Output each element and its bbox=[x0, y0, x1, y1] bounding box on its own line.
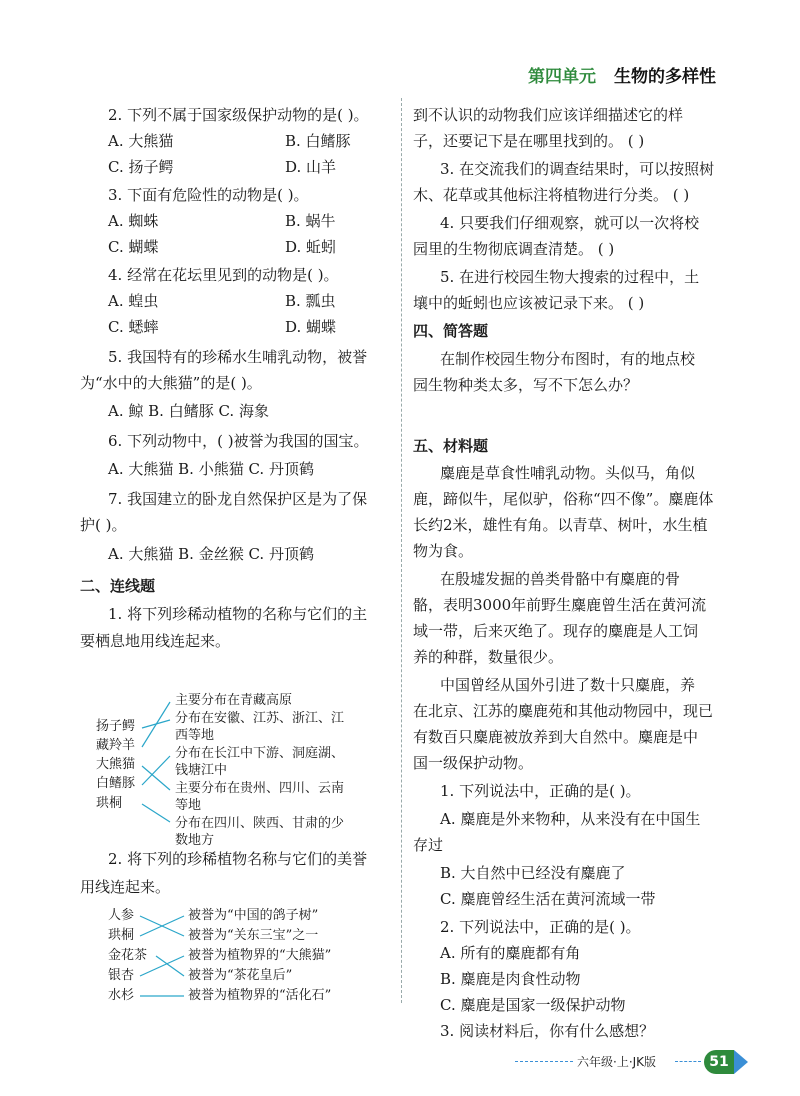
question-3: 3. 下面有危险性的动物是( )。 bbox=[108, 186, 309, 204]
passage-line: 域一带，后来灭绝了。现存的麋鹿是人工饲 bbox=[413, 622, 699, 640]
unit-label: 第四单元 bbox=[528, 67, 596, 87]
matching-instruction: 2. 将下列的珍稀植物名称与它们的美誉 bbox=[108, 850, 368, 868]
habitat: 等地 bbox=[175, 798, 202, 813]
honor-title: 被誉为植物界的“大熊猫” bbox=[188, 948, 332, 963]
passage-line: 麋鹿是草食性哺乳动物。头似马，角似 bbox=[440, 464, 696, 482]
question-6: 6. 下列动物中，( )被誉为我国的国宝。 bbox=[108, 432, 369, 450]
passage-line: 中国曾经从国外引进了数十只麋鹿，养 bbox=[440, 676, 696, 694]
judgement-item: 子，还要记下是在哪里找到的。 ( ) bbox=[413, 132, 645, 150]
judgement-item: 园里的生物彻底调查清楚。 ( ) bbox=[413, 240, 615, 258]
judgement-item: 5. 在进行校园生物大搜索的过程中，土 bbox=[440, 268, 700, 286]
passage-line: 在北京、江苏的麋鹿苑和其他动物园中，现已 bbox=[413, 702, 714, 720]
option: C. 扬子鳄 bbox=[108, 158, 174, 176]
animal-name: 藏羚羊 bbox=[96, 738, 136, 753]
option: D. 山羊 bbox=[285, 158, 337, 176]
option: B. 蜗牛 bbox=[285, 212, 336, 230]
honor-title: 被誉为植物界的“活化石” bbox=[188, 988, 332, 1003]
plant-name: 银杏 bbox=[108, 968, 135, 983]
unit-title: 生物的多样性 bbox=[614, 67, 716, 87]
passage-line: 有数百只麋鹿被放养到大自然中。麋鹿是中 bbox=[413, 728, 699, 746]
material-question-1: 1. 下列说法中，正确的是( )。 bbox=[440, 782, 641, 800]
matching-instruction-cont: 用线连起来。 bbox=[80, 878, 171, 896]
habitat: 钱塘江中 bbox=[175, 763, 228, 778]
page-number: 51 bbox=[704, 1050, 734, 1074]
option: C. 麋鹿是国家一级保护动物 bbox=[440, 996, 626, 1014]
question-2: 2. 下列不属于国家级保护动物的是( )。 bbox=[108, 106, 369, 124]
option: D. 蝴蝶 bbox=[285, 318, 337, 336]
option: C. 蝴蝶 bbox=[108, 238, 159, 256]
option: C. 蟋蟀 bbox=[108, 318, 159, 336]
option: A. 大熊猫 bbox=[108, 132, 174, 150]
animal-name: 白鳍豚 bbox=[96, 776, 136, 791]
footer-dash-right bbox=[675, 1061, 701, 1062]
plant-name: 人参 bbox=[108, 908, 135, 923]
options-row: A. 大熊猫 B. 小熊猫 C. 丹顶鹤 bbox=[108, 460, 314, 478]
judgement-item: 壤中的蚯蚓也应该被记录下来。 ( ) bbox=[413, 294, 645, 312]
column-divider bbox=[401, 98, 402, 1003]
option: B. 麋鹿是肉食性动物 bbox=[440, 970, 581, 988]
honor-title: 被誉为“中国的鸽子树” bbox=[188, 908, 319, 923]
passage-line: 在殷墟发掘的兽类骨骼中有麋鹿的骨 bbox=[440, 570, 681, 588]
material-question-2: 2. 下列说法中，正确的是( )。 bbox=[440, 918, 641, 936]
judgement-item: 3. 在交流我们的调查结果时，可以按照树 bbox=[440, 160, 715, 178]
short-answer: 园生物种类太多，写不下怎么办？ bbox=[413, 376, 639, 394]
judgement-item: 4. 只要我们仔细观察，就可以一次将校 bbox=[440, 214, 700, 232]
page-arrow-icon bbox=[734, 1050, 748, 1074]
option: A. 蜘蛛 bbox=[108, 212, 159, 230]
plant-name: 金花茶 bbox=[108, 948, 148, 963]
section-heading: 五、材料题 bbox=[413, 437, 489, 455]
material-question-3: 3. 阅读材料后，你有什么感想？ bbox=[440, 1022, 655, 1040]
section-heading: 二、连线题 bbox=[80, 577, 156, 595]
footer bbox=[515, 1050, 745, 1074]
question-7-cont: 护( )。 bbox=[80, 516, 127, 534]
option: A. 所有的麋鹿都有角 bbox=[440, 944, 581, 962]
options-row: A. 大熊猫 B. 金丝猴 C. 丹顶鹤 bbox=[108, 545, 314, 563]
passage-line: 鹿，蹄似牛，尾似驴，俗称“四不像”。麋鹿体 bbox=[413, 490, 714, 508]
plant-name: 水杉 bbox=[108, 988, 135, 1003]
section-heading: 四、简答题 bbox=[413, 322, 489, 340]
option: D. 蚯蚓 bbox=[285, 238, 337, 256]
plant-name: 珙桐 bbox=[108, 928, 135, 943]
option: A. 麋鹿是外来物种，从来没有在中国生 bbox=[440, 810, 701, 828]
animal-name: 珙桐 bbox=[96, 796, 123, 811]
honor-title: 被誉为“茶花皇后” bbox=[188, 968, 293, 983]
option: B. 白鳍豚 bbox=[285, 132, 351, 150]
question-7: 7. 我国建立的卧龙自然保护区是为了保 bbox=[108, 490, 368, 508]
question-5-cont: 为“水中的大熊猫”的是( )。 bbox=[80, 374, 262, 392]
footer-dash-left bbox=[515, 1061, 573, 1062]
question-4: 4. 经常在花坛里见到的动物是( )。 bbox=[108, 266, 339, 284]
passage-line: 长约2米，雄性有角。以青草、树叶，水生植 bbox=[413, 516, 708, 534]
habitat: 分布在四川、陕西、甘肃的少 bbox=[175, 816, 345, 831]
option: C. 麋鹿曾经生活在黄河流域一带 bbox=[440, 890, 656, 908]
passage-line: 国一级保护动物。 bbox=[413, 754, 534, 772]
grade-label: 六年级·上·JK版 bbox=[577, 1055, 657, 1069]
habitat: 分布在长江中下游、洞庭湖、 bbox=[175, 746, 345, 761]
options-row: A. 鲸 B. 白鳍豚 C. 海象 bbox=[108, 402, 269, 420]
animal-name: 扬子鳄 bbox=[96, 719, 136, 734]
habitat: 主要分布在青藏高原 bbox=[175, 693, 293, 708]
habitat: 分布在安徽、江苏、浙江、江 bbox=[175, 711, 345, 726]
option-cont: 存过 bbox=[413, 836, 444, 854]
option: B. 瓢虫 bbox=[285, 292, 336, 310]
judgement-item: 木、花草或其他标注将植物进行分类。 ( ) bbox=[413, 186, 690, 204]
passage-line: 养的种群，数量很少。 bbox=[413, 648, 564, 666]
matching-instruction-cont: 要栖息地用线连起来。 bbox=[80, 632, 231, 650]
text-line: 到不认识的动物我们应该详细描述它的样 bbox=[413, 106, 684, 124]
habitat: 数地方 bbox=[175, 833, 215, 848]
option: A. 蝗虫 bbox=[108, 292, 159, 310]
honor-title: 被誉为“关东三宝”之一 bbox=[188, 928, 319, 943]
matching-lines-2 bbox=[0, 0, 400, 1010]
passage-line: 物为食。 bbox=[413, 542, 474, 560]
habitat: 主要分布在贵州、四川、云南 bbox=[175, 781, 345, 796]
passage-line: 骼，表明3000年前野生麋鹿曾生活在黄河流 bbox=[413, 596, 707, 614]
matching-instruction: 1. 将下列珍稀动植物的名称与它们的主 bbox=[108, 605, 368, 623]
question-5: 5. 我国特有的珍稀水生哺乳动物，被誉 bbox=[108, 348, 368, 366]
option: B. 大自然中已经没有麋鹿了 bbox=[440, 864, 626, 882]
animal-name: 大熊猫 bbox=[96, 757, 136, 772]
habitat: 西等地 bbox=[175, 728, 215, 743]
short-answer: 在制作校园生物分布图时，有的地点校 bbox=[440, 350, 696, 368]
